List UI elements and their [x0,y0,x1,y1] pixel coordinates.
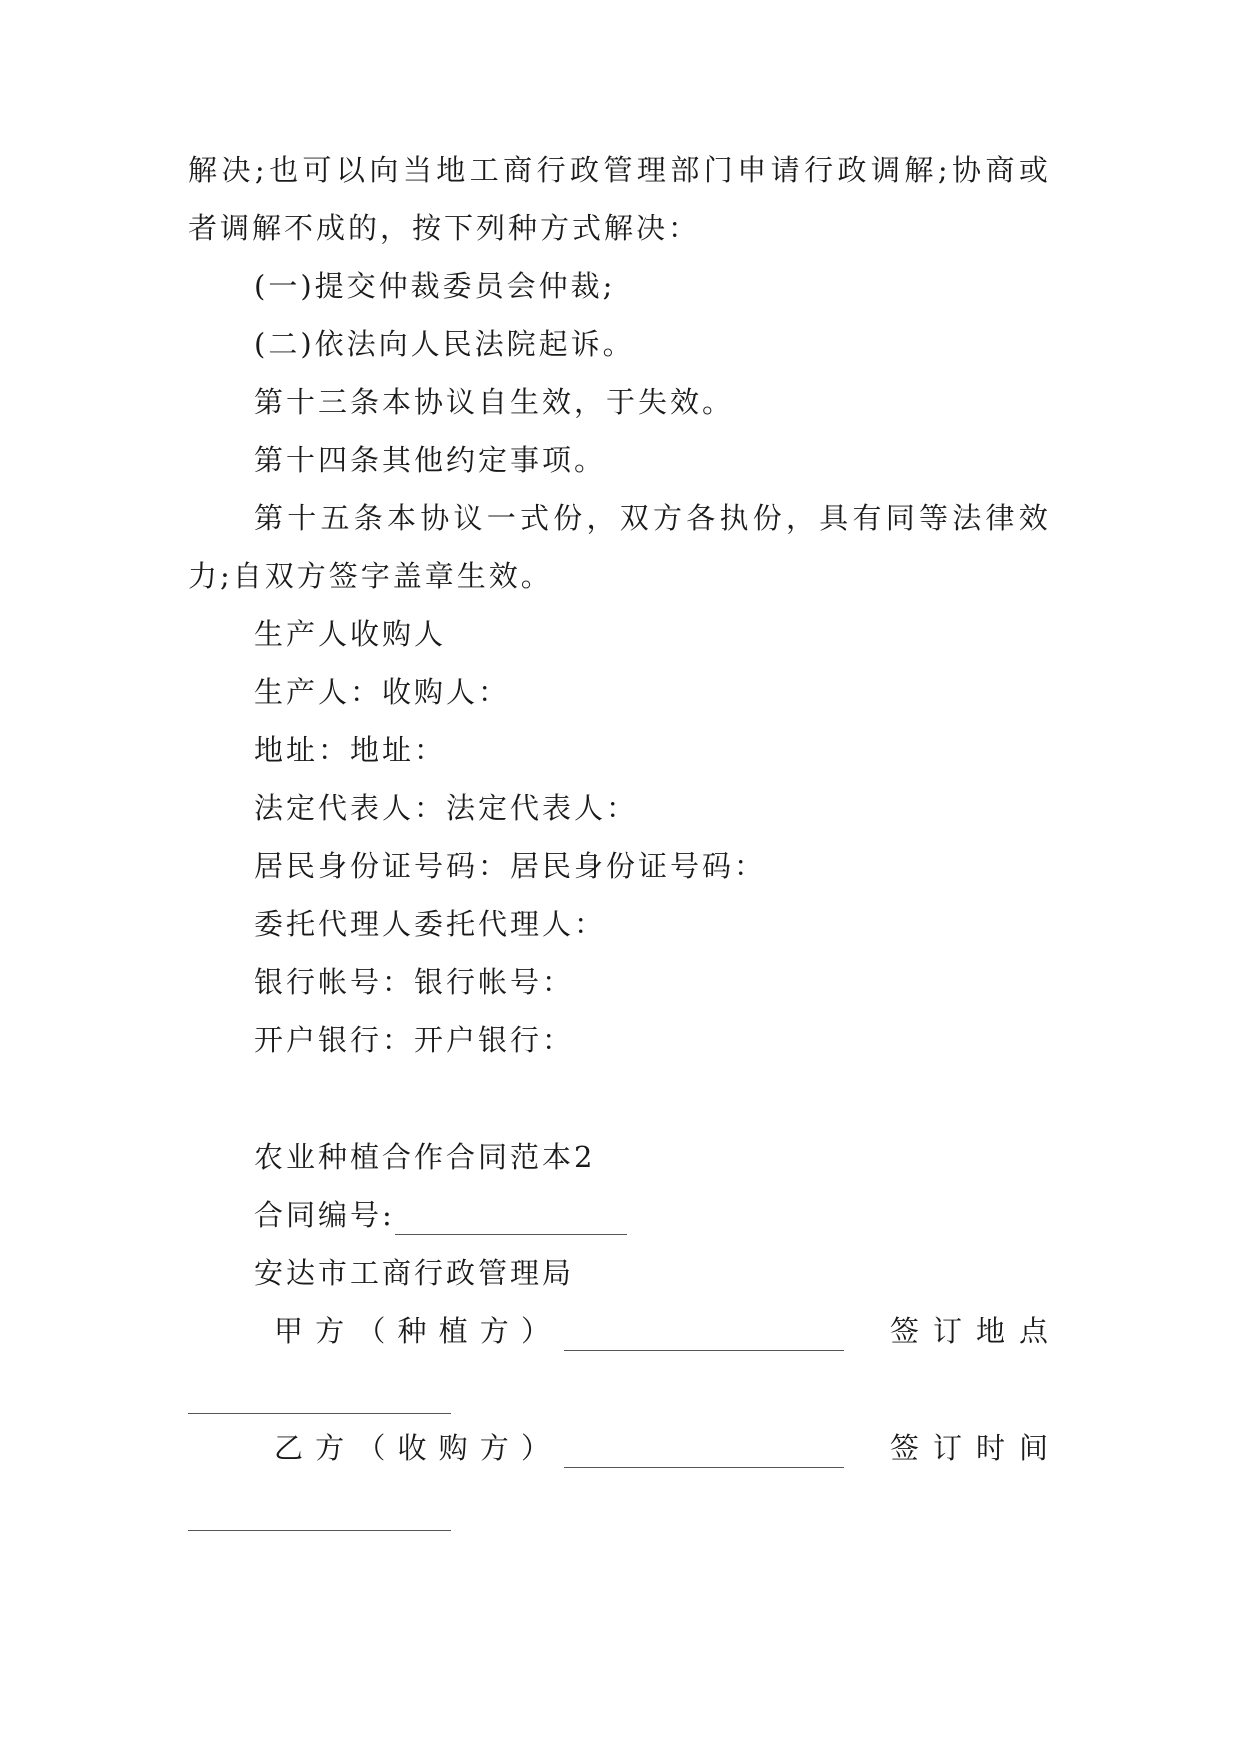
clause-15 [254,498,1048,538]
glyph: 管 [603,153,633,187]
glyph: 方 [315,1431,345,1465]
party-a-label [274,1311,550,1351]
signature-field: 居民身份证号码：居民身份证号码： [254,849,767,883]
contract-number [254,1195,627,1235]
glyph: 份 [553,501,583,535]
glyph: 协 [420,501,450,535]
issuing-authority: 安达市工商行政管理局 [254,1256,575,1290]
glyph: ） [520,1431,550,1465]
glyph: 协 [952,153,982,187]
glyph: 方 [653,501,683,535]
signature-heading: 生产人收购人 [254,617,447,651]
signature-field: 开户银行：开户银行： [254,1023,575,1057]
glyph: 理 [636,153,666,187]
glyph: ） [520,1314,550,1348]
glyph: 方 [479,1431,509,1465]
signature-field: 地址：地址： [254,733,447,767]
list-item: (二)依法向人民法院起诉。 [254,327,635,361]
glyph: 门 [703,153,733,187]
glyph: 解 [904,153,934,187]
glyph: 收 [397,1431,427,1465]
glyph: 可 [302,153,332,187]
glyph: 购 [438,1431,468,1465]
signature-field: 生产人：收购人： [254,675,511,709]
glyph: 种 [397,1314,427,1348]
glyph: 部 [670,153,700,187]
party-b-row [274,1428,1048,1468]
glyph: 商 [503,153,533,187]
contract-number-blank [395,1204,627,1235]
glyph: 请 [770,153,800,187]
glyph: 具 [819,501,849,535]
glyph: 方 [315,1314,345,1348]
glyph: 点 [1018,1314,1048,1348]
glyph: ， [786,501,816,535]
glyph: 政 [570,153,600,187]
contract-number-label: 合同编号: [254,1198,395,1232]
glyph: 式 [520,501,550,535]
glyph: 订 [932,1431,962,1465]
paragraph-line: 力;自双方签字盖章生效。 [188,559,553,593]
glyph: 十 [287,501,317,535]
glyph: 行 [536,153,566,187]
glyph: （ [356,1314,386,1348]
section-title: 农业种植合作合同范本2 [254,1140,596,1174]
glyph: 间 [1018,1431,1048,1465]
signing-time-blank [188,1530,451,1531]
glyph: 各 [686,501,716,535]
glyph: 等 [919,501,949,535]
glyph: 决 [221,153,251,187]
glyph: 订 [932,1314,962,1348]
glyph: 乙 [274,1431,304,1465]
signature-field: 委托代理人委托代理人： [254,907,607,941]
glyph: 律 [985,501,1015,535]
glyph: 向 [369,153,399,187]
paragraph-line: 者调解不成的，按下列种方式解决： [188,211,701,245]
glyph: 当 [402,153,432,187]
glyph: 甲 [274,1314,304,1348]
glyph: 同 [885,501,915,535]
signature-field: 法定代表人：法定代表人： [254,791,639,825]
glyph: 商 [985,153,1015,187]
list-item: (一)提交仲裁委员会仲裁; [254,269,616,303]
glyph: 或 [1018,153,1048,187]
glyph: 本 [387,501,417,535]
clause-13: 第十三条本协议自生效，于失效。 [254,385,735,419]
glyph: 政 [837,153,867,187]
signing-place-blank [188,1413,451,1414]
glyph: 时 [975,1431,1005,1465]
glyph: 五 [320,501,350,535]
glyph: 签 [890,1314,920,1348]
glyph: ; [254,153,265,187]
glyph: 申 [737,153,767,187]
glyph: 份 [752,501,782,535]
glyph: ; [937,153,948,187]
glyph: 议 [453,501,483,535]
signing-time-label [890,1428,1048,1468]
glyph: 以 [335,153,365,187]
glyph: 法 [952,501,982,535]
glyph: 地 [975,1314,1005,1348]
glyph: 行 [804,153,834,187]
glyph: 签 [890,1431,920,1465]
glyph: 条 [353,501,383,535]
glyph: 一 [486,501,516,535]
glyph: 双 [619,501,649,535]
glyph: 植 [438,1314,468,1348]
glyph: 效 [1018,501,1048,535]
party-a-row [274,1311,1048,1351]
glyph: 方 [479,1314,509,1348]
party-a-blank [564,1320,844,1351]
glyph: ， [586,501,616,535]
glyph: 有 [852,501,882,535]
glyph: 地 [436,153,466,187]
glyph: 执 [719,501,749,535]
glyph: 调 [870,153,900,187]
glyph: （ [356,1431,386,1465]
paragraph-line [188,150,1048,190]
glyph: 第 [254,501,284,535]
glyph: 也 [269,153,299,187]
signing-place-label [890,1311,1048,1351]
glyph: 解 [188,153,218,187]
party-b-label [274,1428,550,1468]
glyph: 工 [469,153,499,187]
clause-14: 第十四条其他约定事项。 [254,443,607,477]
signature-field: 银行帐号：银行帐号： [254,965,575,999]
party-b-blank [564,1437,844,1468]
